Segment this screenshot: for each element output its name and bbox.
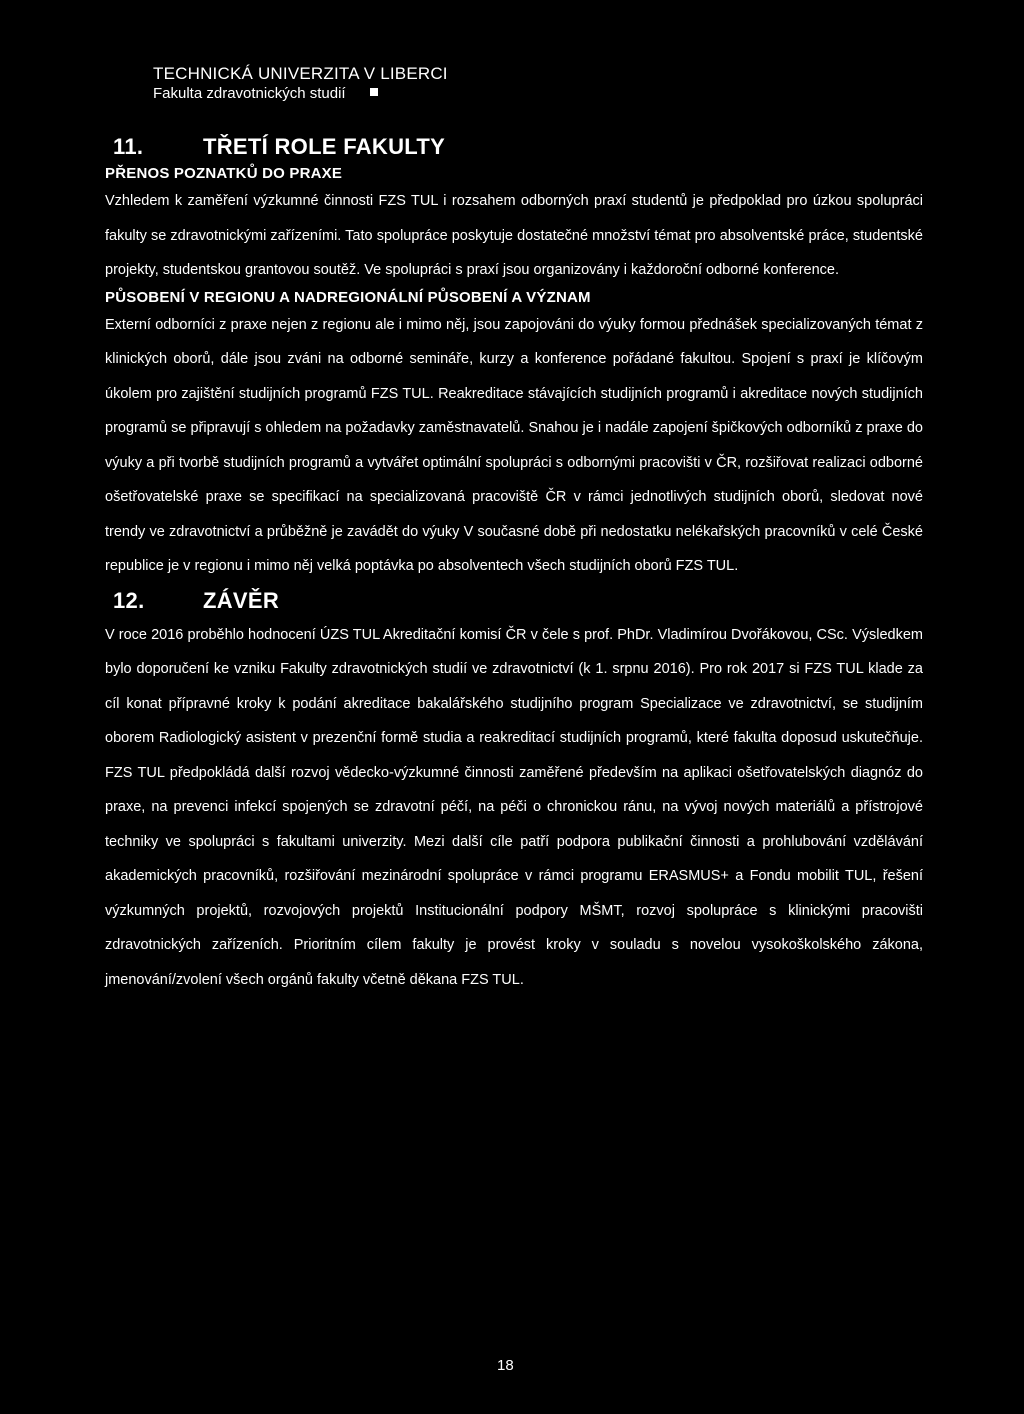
conclusion-paragraph: V roce 2016 proběhlo hodnocení ÚZS TUL Akreditační komisí ČR v čele s prof. PhDr. Vladimírou Dvořákovou, CSc. Výsledkem bylo doporučení ke vzniku Fakulty zdravotnických studií ve zdravotnictví (k 1. srpnu 2016). Pro rok 2017 si FZS TUL klade za cíl konat přípravné kroky k podání akreditace bakalářského studijního program Specializace ve zdravotnictví, se studijním oborem Radiologický asistent v prezenční formě studia a reakreditací studijních programů, které fakulta doposud uskutečňuje. FZS TUL předpokládá další rozvoj vědecko-výzkumné činnosti zaměřené především na aplikaci ošetřovatelských diagnóz do praxe, na prevenci infekcí spojených se zdravotní péčí, na péči o chronickou ránu, na vývoj nových materiálů a přístrojové techniky ve spolupráci s fakultami univerzity. Mezi další cíle patří podpora publikační činnosti a prohlubování vzdělávání akademických pracovníků, rozšiřování mezinárodní spolupráce v rámci programu ERASMUS+ a Fondu mobilit TUL, řešení výzkumných projektů, rozvojových projektů Institucionální podpory MŠMT, rozvoj spolupráce s klinickými pracovišti zdravotnických zařízeních. Prioritním cílem fakulty je provést kroky v souladu s novelou vysokoškolského zákona, jmenování/zvolení všech orgánů fakulty včetně děkana FZS TUL. [105,626,923,988]
page-header [153,64,453,103]
section-12-heading [105,584,923,618]
section-11-heading [105,130,923,164]
section-12-title: ZÁVĚR [203,587,280,613]
square-bullet-icon [370,88,378,96]
faculty-line [153,84,453,103]
subsection-regional-impact-heading: PŮSOBENÍ V REGIONU A NADREGIONÁLNÍ PŮSOBENÍ A VÝZNAM [105,288,591,306]
section-11-number: 11. [113,134,144,159]
university-name: TECHNICKÁ UNIVERZITA V LIBERCI [153,64,448,83]
section-11-title: TŘETÍ ROLE FAKULTY [203,134,446,159]
regional-impact-paragraph: Externí odborníci z praxe nejen z regionu ale i mimo něj, jsou zapojováni do výuky formou přednášek specializovaných témat z klinických oborů, dále jsou zváni na odborné semináře, kurzy a konference pořádané fakultou. Spojení s praxí je klíčovým úkolem pro zajištění studijních programů FZS TUL. Reakreditace stávajících studijních programů i akreditace nových studijních programů se připravují s ohledem na požadavky zaměstnavatelů. Snahou je i nadále zapojení špičkových odborníků z praxe do výuky a při tvorbě studijních programů a vytvářet optimální spolupráci s odbornými pracovišti v ČR, rozšiřovat realizaci odborné ošetřovatelské praxe se specifikací na specializovaná pracoviště ČR v rámci jednotlivých studijních oborů, sledovat nové trendy ve zdravotnictví a průběžně je zavádět do výuky V současné době při nedostatku nelékařských pracovníků v celé České republice je v regionu i mimo něj velká poptávka po absolventech všech studijních oborů FZS TUL. [105,316,923,574]
knowledge-transfer-paragraph: Vzhledem k zaměření výzkumné činnosti FZS TUL i rozsahem odborných praxí studentů je předpoklad pro úzkou spolupráci fakulty se zdravotnickými zařízeními. Tato spolupráce poskytuje dostatečné množství témat pro absolventské práce, studentské projekty, studentskou grantovou soutěž. Ve spolupráci s praxí jsou organizovány i každoroční odborné konference. [105,193,923,278]
section-12-number: 12. [113,587,145,613]
page-content [105,130,923,997]
faculty-name: Fakulta zdravotnických studií [153,85,346,102]
page-number: 18 [497,1357,514,1374]
subsection-knowledge-transfer-heading: PŘENOS POZNATKŮ DO PRAXE [105,165,343,182]
